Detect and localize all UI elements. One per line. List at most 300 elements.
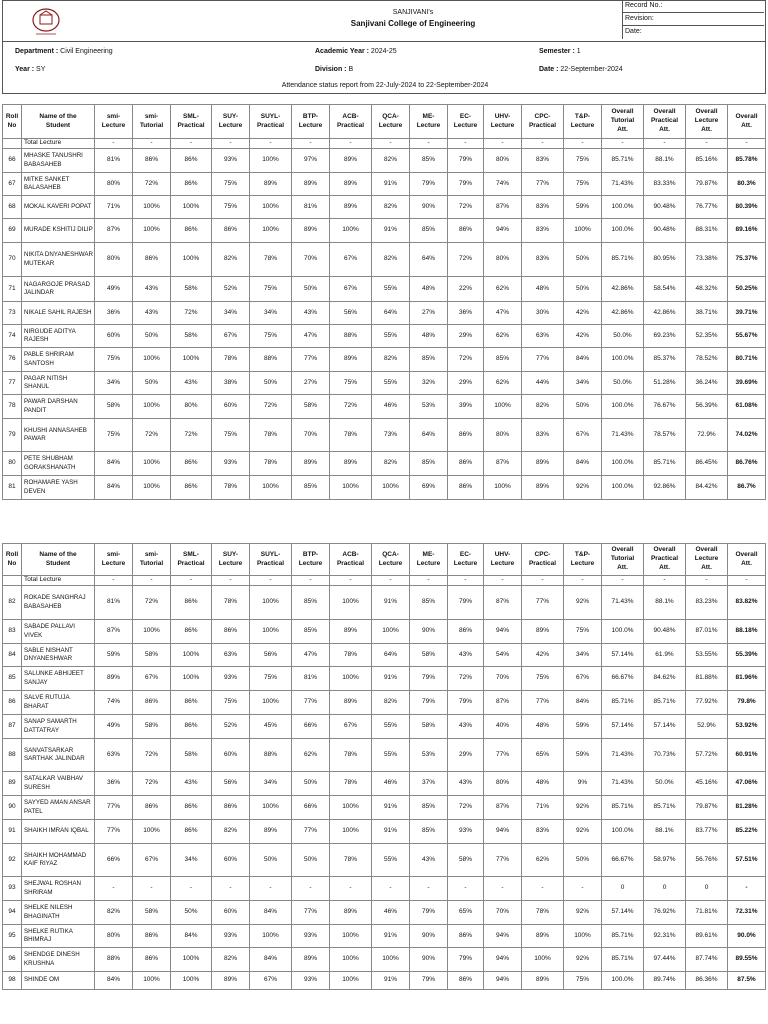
table-cell: 85%: [292, 586, 330, 620]
table-cell: 100%: [372, 476, 410, 500]
table-cell: 60.91%: [728, 739, 766, 772]
table-cell: 48%: [522, 715, 564, 739]
column-header: smi- Tutorial: [133, 544, 171, 576]
table-cell: 100%: [330, 820, 372, 844]
table-cell: 100%: [133, 476, 171, 500]
table-cell: 66.67%: [602, 844, 644, 877]
table-cell: 56.39%: [686, 395, 728, 419]
table-cell: 85%: [410, 348, 448, 372]
table-cell: 58%: [171, 325, 212, 348]
table-cell: 32%: [410, 372, 448, 395]
table-cell: 86%: [448, 925, 484, 948]
column-header: Name of the Student: [22, 544, 95, 576]
table-cell: 57.72%: [686, 739, 728, 772]
table-cell: 89%: [292, 452, 330, 476]
table-cell: 42.86%: [602, 302, 644, 325]
table-cell: -: [484, 877, 522, 901]
table-cell: -: [410, 576, 448, 586]
table-cell: 86%: [133, 691, 171, 715]
table-cell: 85.71%: [602, 948, 644, 972]
table-cell: 36%: [448, 302, 484, 325]
department-info: Department : Civil Engineering: [15, 48, 113, 55]
table-cell: 82%: [372, 196, 410, 219]
table-cell: 81.96%: [728, 667, 766, 691]
table-cell: 64%: [410, 243, 448, 277]
table-cell: 44%: [522, 372, 564, 395]
table-cell: 79%: [448, 586, 484, 620]
student-name-cell: PAGAR NITISH SHANUL: [22, 372, 95, 395]
table-cell: 100%: [484, 395, 522, 419]
table-cell: 79.87%: [686, 173, 728, 196]
table-cell: 75%: [212, 419, 250, 452]
column-header: Roll No: [3, 105, 22, 139]
table-row: [3, 476, 766, 500]
table-cell: 71.43%: [602, 772, 644, 796]
table-cell: 62%: [292, 739, 330, 772]
table-cell: 58%: [410, 644, 448, 667]
table-cell: 55%: [372, 739, 410, 772]
table-cell: 86%: [448, 452, 484, 476]
table-row: [3, 691, 766, 715]
table-cell: 83%: [522, 419, 564, 452]
table-cell: 64%: [410, 419, 448, 452]
table-cell: 62%: [522, 844, 564, 877]
column-header: EC- Lecture: [448, 544, 484, 576]
table-cell: 78%: [522, 901, 564, 925]
table-cell: 64%: [372, 644, 410, 667]
table-cell: 72%: [133, 739, 171, 772]
table-cell: -: [448, 576, 484, 586]
table-cell: 85%: [410, 149, 448, 173]
table-cell: 83%: [522, 196, 564, 219]
table-cell: -: [602, 576, 644, 586]
table-cell: 98: [3, 972, 22, 990]
table-cell: 58%: [292, 395, 330, 419]
revision-field: Revision:: [623, 13, 764, 26]
table-cell: 56.76%: [686, 844, 728, 877]
column-header: QCA- Lecture: [372, 105, 410, 139]
student-name-cell: SALUNKE ABHIJEET SANJAY: [22, 667, 95, 691]
table-cell: 91%: [372, 925, 410, 948]
column-header: SUY- Lecture: [212, 105, 250, 139]
table-cell: 91%: [372, 586, 410, 620]
column-header: smi- Lecture: [95, 544, 133, 576]
student-name-cell: SABADE PALLAVI VIVEK: [22, 620, 95, 644]
table-cell: 77%: [292, 691, 330, 715]
table-cell: 100%: [250, 796, 292, 820]
table-cell: -: [448, 139, 484, 149]
table-cell: 65%: [448, 901, 484, 925]
table-cell: -: [372, 139, 410, 149]
table-cell: 27%: [410, 302, 448, 325]
table-cell: 86%: [133, 948, 171, 972]
table-cell: -: [564, 877, 602, 901]
table-cell: 75%: [212, 196, 250, 219]
table-cell: 66.67%: [602, 667, 644, 691]
record-no-field: Record No.:: [623, 0, 764, 13]
table-cell: 90%: [410, 196, 448, 219]
table-cell: 66%: [95, 844, 133, 877]
total-lecture-row: [3, 139, 766, 149]
table-cell: 79%: [410, 667, 448, 691]
table-cell: 49%: [95, 715, 133, 739]
table-cell: 82%: [212, 948, 250, 972]
student-name-cell: ROHAMARE YASH DEVEN: [22, 476, 95, 500]
table-header-row: [3, 105, 766, 139]
table-cell: 100.0%: [602, 395, 644, 419]
table-cell: 57.51%: [728, 844, 766, 877]
table-cell: 71: [3, 277, 22, 302]
table-cell: 86.7%: [728, 476, 766, 500]
table-cell: 62%: [484, 372, 522, 395]
table-cell: 50%: [564, 395, 602, 419]
table-cell: 73: [3, 302, 22, 325]
table-cell: 43%: [171, 772, 212, 796]
table-cell: 55.67%: [728, 325, 766, 348]
table-row: [3, 901, 766, 925]
table-cell: 72%: [171, 302, 212, 325]
table-cell: 86%: [448, 620, 484, 644]
column-header: SUY- Lecture: [212, 544, 250, 576]
table-cell: -: [686, 576, 728, 586]
attendance-table-1: [2, 104, 766, 500]
table-cell: 100%: [250, 476, 292, 500]
table-cell: 50%: [171, 901, 212, 925]
table-cell: 75%: [250, 277, 292, 302]
table-cell: 100%: [484, 476, 522, 500]
year-info: Year : SY: [15, 66, 46, 73]
table-cell: 100%: [330, 972, 372, 990]
table-cell: 34%: [250, 302, 292, 325]
table-cell: 76.77%: [686, 196, 728, 219]
table-cell: 86.36%: [686, 972, 728, 990]
table-cell: 77%: [95, 796, 133, 820]
table-cell: 92%: [564, 948, 602, 972]
table-cell: 85%: [292, 620, 330, 644]
table-cell: 86%: [171, 620, 212, 644]
table-cell: 69%: [410, 476, 448, 500]
table-cell: 95: [3, 925, 22, 948]
table-cell: 57.14%: [602, 715, 644, 739]
table-cell: 94%: [484, 925, 522, 948]
table-cell: 89%: [522, 452, 564, 476]
table-cell: 9%: [564, 772, 602, 796]
table-cell: 91%: [372, 173, 410, 196]
table-cell: 84%: [171, 925, 212, 948]
table-cell: 100.0%: [602, 972, 644, 990]
table-cell: 100%: [133, 219, 171, 243]
table-cell: 78%: [212, 476, 250, 500]
table-cell: 84%: [564, 691, 602, 715]
table-cell: 78%: [330, 644, 372, 667]
table-cell: 36.24%: [686, 372, 728, 395]
table-cell: 94%: [484, 219, 522, 243]
table-cell: 70: [3, 243, 22, 277]
table-cell: 100%: [372, 620, 410, 644]
table-cell: 100%: [133, 452, 171, 476]
table-cell: 75%: [564, 620, 602, 644]
table-cell: 88.1%: [644, 149, 686, 173]
table-cell: 74.02%: [728, 419, 766, 452]
table-cell: 34%: [564, 644, 602, 667]
table-cell: 100%: [564, 925, 602, 948]
column-header: smi- Tutorial: [133, 105, 171, 139]
table-cell: 100%: [133, 620, 171, 644]
table-cell: 71%: [95, 196, 133, 219]
table-cell: 27%: [292, 372, 330, 395]
table-cell: 78%: [212, 348, 250, 372]
table-cell: 61.9%: [644, 644, 686, 667]
table-cell: 79%: [410, 901, 448, 925]
table-cell: 89%: [522, 620, 564, 644]
table-cell: 100%: [133, 348, 171, 372]
table-row: [3, 715, 766, 739]
table-cell: 72%: [133, 586, 171, 620]
table-cell: 74%: [484, 173, 522, 196]
table-cell: 85.78%: [728, 149, 766, 173]
table-cell: 79%: [448, 173, 484, 196]
table-cell: 46%: [372, 395, 410, 419]
table-cell: 89%: [522, 972, 564, 990]
table-cell: 87%: [484, 586, 522, 620]
table-cell: 56%: [212, 772, 250, 796]
table-cell: 88%: [95, 948, 133, 972]
student-name-cell: MHASKE TANUSHRI BABASAHEB: [22, 149, 95, 173]
table-cell: 77%: [292, 348, 330, 372]
table-cell: -: [410, 139, 448, 149]
table-cell: 70%: [484, 667, 522, 691]
table-cell: -: [410, 877, 448, 901]
column-header: ME- Lecture: [410, 544, 448, 576]
table-cell: 55.39%: [728, 644, 766, 667]
table-cell: 83.77%: [686, 820, 728, 844]
table-cell: 86%: [133, 243, 171, 277]
table-cell: 87%: [484, 796, 522, 820]
table-cell: 80%: [484, 149, 522, 173]
table-cell: 82%: [372, 452, 410, 476]
table-cell: 76.92%: [644, 901, 686, 925]
column-header: T&P- Lecture: [564, 544, 602, 576]
table-cell: 100%: [250, 620, 292, 644]
table-cell: 77.92%: [686, 691, 728, 715]
table-cell: 82%: [522, 395, 564, 419]
table-cell: 79.87%: [686, 796, 728, 820]
table-cell: 75.37%: [728, 243, 766, 277]
table-cell: 92.31%: [644, 925, 686, 948]
table-cell: 60%: [212, 395, 250, 419]
table-cell: 36%: [95, 772, 133, 796]
table-cell: 50%: [133, 325, 171, 348]
table-cell: 89%: [292, 219, 330, 243]
table-cell: 71.43%: [602, 419, 644, 452]
table-cell: 42%: [564, 302, 602, 325]
table-cell: 78%: [330, 772, 372, 796]
table-row: [3, 667, 766, 691]
table-cell: 71.43%: [602, 173, 644, 196]
table-cell: 78.52%: [686, 348, 728, 372]
table-cell: -: [484, 576, 522, 586]
table-cell: 58%: [95, 395, 133, 419]
table-cell: 77%: [522, 586, 564, 620]
table-cell: 67%: [330, 715, 372, 739]
table-cell: -: [564, 139, 602, 149]
table-cell: 45%: [250, 715, 292, 739]
column-header: Overall Tutorial Att.: [602, 105, 644, 139]
table-row: [3, 925, 766, 948]
table-cell: 79: [3, 419, 22, 452]
table-cell: 76: [3, 348, 22, 372]
table-cell: 72%: [448, 243, 484, 277]
table-cell: 67%: [133, 667, 171, 691]
table-cell: 86%: [448, 476, 484, 500]
table-row: [3, 772, 766, 796]
table-cell: 50%: [564, 243, 602, 277]
table-cell: -: [728, 139, 766, 149]
table-cell: 100%: [330, 586, 372, 620]
table-cell: 70%: [484, 901, 522, 925]
column-header: Overall Practical Att.: [644, 105, 686, 139]
table-cell: 57.14%: [602, 644, 644, 667]
table-cell: 67%: [330, 243, 372, 277]
table-cell: 80.3%: [728, 173, 766, 196]
table-cell: 85.37%: [644, 348, 686, 372]
table-cell: 66: [3, 149, 22, 173]
table-cell: 38.71%: [686, 302, 728, 325]
table-row: [3, 196, 766, 219]
table-cell: 82%: [372, 691, 410, 715]
table-cell: 100%: [171, 972, 212, 990]
table-cell: 87.5%: [728, 972, 766, 990]
table-cell: 93: [3, 877, 22, 901]
table-cell: 87%: [95, 219, 133, 243]
table-cell: 78%: [212, 586, 250, 620]
table-cell: 58%: [171, 277, 212, 302]
table-cell: 84%: [564, 348, 602, 372]
column-header: EC- Lecture: [448, 105, 484, 139]
table-cell: 50.0%: [602, 372, 644, 395]
table-cell: 89%: [522, 925, 564, 948]
table-cell: 80%: [95, 925, 133, 948]
table-cell: 50%: [564, 844, 602, 877]
column-header: smi- Lecture: [95, 105, 133, 139]
academic-year-info: Academic Year : 2024-25: [315, 48, 397, 55]
table-cell: 59%: [564, 739, 602, 772]
column-header: QCA- Lecture: [372, 544, 410, 576]
column-header: UHV- Lecture: [484, 544, 522, 576]
table-cell: 40%: [484, 715, 522, 739]
table-cell: 89%: [330, 452, 372, 476]
table-cell: 87%: [95, 620, 133, 644]
table-cell: 85.16%: [686, 149, 728, 173]
table-cell: 86%: [448, 419, 484, 452]
table-cell: 22%: [448, 277, 484, 302]
table-cell: 81.28%: [728, 796, 766, 820]
table-cell: 34%: [171, 844, 212, 877]
table-cell: 86%: [171, 173, 212, 196]
table-cell: 43%: [133, 302, 171, 325]
table-cell: 89.16%: [728, 219, 766, 243]
table-cell: 85.71%: [602, 149, 644, 173]
table-cell: 69: [3, 219, 22, 243]
table-cell: 78%: [250, 243, 292, 277]
column-header: SML- Practical: [171, 544, 212, 576]
column-header: UHV- Lecture: [484, 105, 522, 139]
table-row: [3, 620, 766, 644]
table-cell: 100%: [330, 796, 372, 820]
table-cell: 85%: [410, 820, 448, 844]
table-cell: 70%: [292, 419, 330, 452]
table-cell: 81: [3, 476, 22, 500]
table-cell: -: [564, 576, 602, 586]
table-cell: 74%: [95, 691, 133, 715]
table-cell: 100%: [133, 972, 171, 990]
table-cell: 58.54%: [644, 277, 686, 302]
student-name-cell: NIKALE SAHIL RAJESH: [22, 302, 95, 325]
table-cell: 67%: [212, 325, 250, 348]
header-title: [203, 9, 623, 28]
table-cell: 82%: [372, 243, 410, 277]
table-row: [3, 796, 766, 820]
table-cell: -: [250, 576, 292, 586]
table-cell: -: [522, 877, 564, 901]
table-cell: 90.0%: [728, 925, 766, 948]
attendance-table-2: [2, 543, 766, 990]
table-cell: 48%: [522, 772, 564, 796]
table-cell: Total Lecture: [22, 139, 95, 149]
table-cell: 0: [644, 877, 686, 901]
table-cell: 48%: [522, 277, 564, 302]
table-cell: 80.95%: [644, 243, 686, 277]
table-cell: 29%: [448, 325, 484, 348]
table-cell: 80%: [171, 395, 212, 419]
institution-small: SANJIVANI's: [392, 9, 434, 16]
table-cell: 58%: [133, 644, 171, 667]
table-cell: 89%: [330, 348, 372, 372]
table-cell: 90%: [410, 620, 448, 644]
table-cell: 100.0%: [602, 820, 644, 844]
table-cell: 100%: [330, 219, 372, 243]
column-header: Overall Att.: [728, 544, 766, 576]
table-cell: 85.71%: [602, 925, 644, 948]
table-cell: 100%: [250, 691, 292, 715]
table-cell: 89.61%: [686, 925, 728, 948]
table-cell: 84%: [564, 452, 602, 476]
table-cell: 47%: [292, 644, 330, 667]
report-period: Attendance status report from 22-July-2024 to 22-September-2024: [281, 82, 489, 89]
table-cell: 100%: [171, 243, 212, 277]
table-cell: 91%: [372, 972, 410, 990]
table-cell: 34%: [564, 372, 602, 395]
table-cell: 89%: [330, 901, 372, 925]
table-cell: 85.22%: [728, 820, 766, 844]
table-cell: 53%: [410, 739, 448, 772]
student-name-cell: SHINDE OM: [22, 972, 95, 990]
table-cell: 62%: [484, 277, 522, 302]
student-name-cell: MITKE SANKET BALASAHEB: [22, 173, 95, 196]
table-cell: 100%: [330, 948, 372, 972]
table-cell: -: [250, 139, 292, 149]
table-cell: 93%: [448, 820, 484, 844]
table-cell: -: [171, 576, 212, 586]
table-cell: 30%: [522, 302, 564, 325]
table-cell: 63%: [522, 325, 564, 348]
student-name-cell: SHEJWAL ROSHAN SHRIRAM: [22, 877, 95, 901]
table-cell: 50%: [292, 277, 330, 302]
table-cell: 93%: [292, 972, 330, 990]
table-cell: 72%: [250, 395, 292, 419]
table-cell: 47.06%: [728, 772, 766, 796]
table-cell: 45.16%: [686, 772, 728, 796]
